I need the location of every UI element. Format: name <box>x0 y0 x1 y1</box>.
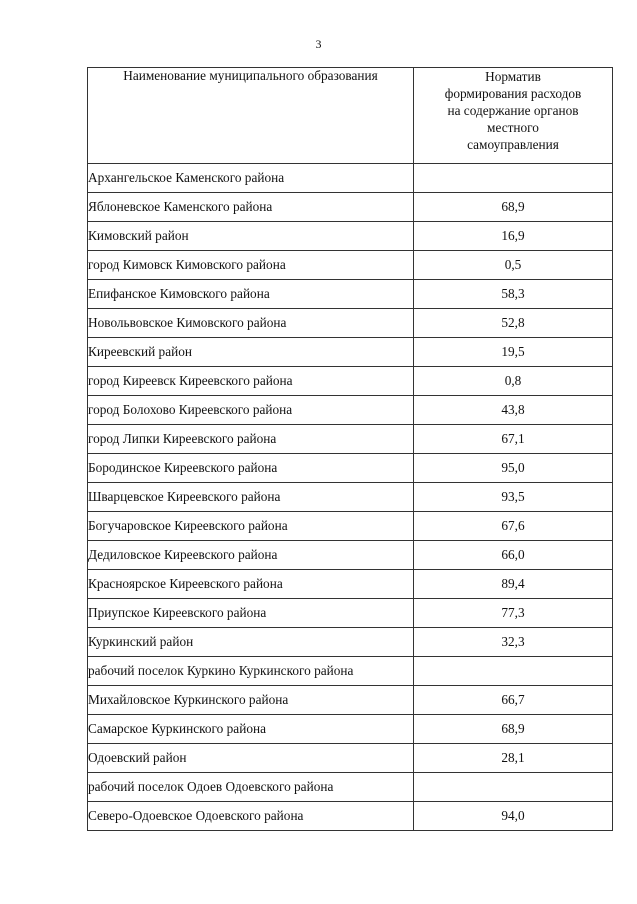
table-row <box>88 309 613 338</box>
table-row <box>88 657 613 686</box>
norm-value-cell: 68,9 <box>414 193 613 222</box>
norm-value-cell: 58,3 <box>414 280 613 309</box>
municipality-name-cell: Богучаровское Киреевского района <box>88 512 414 541</box>
norm-value-cell: 67,6 <box>414 512 613 541</box>
table-row <box>88 280 613 309</box>
municipality-name-cell: Дедиловское Киреевского района <box>88 541 414 570</box>
table-row <box>88 222 613 251</box>
header-value-line: на содержание органов <box>447 103 579 118</box>
norm-value-cell: 0,8 <box>414 367 613 396</box>
table-row <box>88 715 613 744</box>
municipality-name-cell: Епифанское Кимовского района <box>88 280 414 309</box>
table-row <box>88 367 613 396</box>
table-row <box>88 251 613 280</box>
municipality-name-cell: город Киреевск Киреевского района <box>88 367 414 396</box>
table-body <box>88 164 613 831</box>
municipality-name-cell: Новольвовское Кимовского района <box>88 309 414 338</box>
municipality-name-cell: Приупское Киреевского района <box>88 599 414 628</box>
table-row <box>88 773 613 802</box>
norm-value-cell: 77,3 <box>414 599 613 628</box>
municipality-name-cell: Яблоневское Каменского района <box>88 193 414 222</box>
norm-table <box>87 67 613 831</box>
municipality-name-cell: рабочий поселок Одоев Одоевского района <box>88 773 414 802</box>
header-value-line: Норматив <box>485 69 541 84</box>
norm-value-cell: 28,1 <box>414 744 613 773</box>
table-header-row <box>88 68 613 164</box>
table-row <box>88 686 613 715</box>
norm-value-cell: 93,5 <box>414 483 613 512</box>
norm-value-cell <box>414 164 613 193</box>
norm-value-cell: 89,4 <box>414 570 613 599</box>
norm-value-cell: 66,7 <box>414 686 613 715</box>
table-row <box>88 744 613 773</box>
table-row <box>88 425 613 454</box>
norm-value-cell: 68,9 <box>414 715 613 744</box>
municipality-name-cell: Кимовский район <box>88 222 414 251</box>
header-value-line: самоуправления <box>467 137 559 152</box>
table-row <box>88 164 613 193</box>
table-row <box>88 570 613 599</box>
municipality-name-cell: город Кимовск Кимовского района <box>88 251 414 280</box>
norm-value-cell <box>414 657 613 686</box>
header-name-column: Наименование муниципального образования <box>88 68 414 164</box>
norm-value-cell: 52,8 <box>414 309 613 338</box>
municipality-name-cell: город Липки Киреевского района <box>88 425 414 454</box>
table-row <box>88 628 613 657</box>
table-row <box>88 512 613 541</box>
table-row <box>88 599 613 628</box>
table-row <box>88 483 613 512</box>
table-row <box>88 802 613 831</box>
norm-value-cell: 32,3 <box>414 628 613 657</box>
norm-value-cell: 67,1 <box>414 425 613 454</box>
header-value-line: формирования расходов <box>444 86 582 101</box>
norm-value-cell <box>414 773 613 802</box>
table-row <box>88 338 613 367</box>
municipality-name-cell: Северо-Одоевское Одоевского района <box>88 802 414 831</box>
table-row <box>88 454 613 483</box>
norm-value-cell: 95,0 <box>414 454 613 483</box>
norm-value-cell: 19,5 <box>414 338 613 367</box>
municipality-name-cell: Куркинский район <box>88 628 414 657</box>
page-number: 3 <box>315 37 322 51</box>
municipality-name-cell: Михайловское Куркинского района <box>88 686 414 715</box>
table-row <box>88 396 613 425</box>
table-row <box>88 193 613 222</box>
norm-value-cell: 43,8 <box>414 396 613 425</box>
municipality-name-cell: Бородинское Киреевского района <box>88 454 414 483</box>
municipality-name-cell: Красноярское Киреевского района <box>88 570 414 599</box>
municipality-name-cell: Одоевский район <box>88 744 414 773</box>
table-row <box>88 541 613 570</box>
norm-value-cell: 94,0 <box>414 802 613 831</box>
municipality-name-cell: Киреевский район <box>88 338 414 367</box>
municipality-name-cell: рабочий поселок Куркино Куркинского района <box>88 657 414 686</box>
municipality-name-cell: Шварцевское Киреевского района <box>88 483 414 512</box>
norm-value-cell: 16,9 <box>414 222 613 251</box>
municipality-name-cell: Самарское Куркинского района <box>88 715 414 744</box>
municipality-name-cell: город Болохово Киреевского района <box>88 396 414 425</box>
header-value-column <box>414 68 613 164</box>
municipality-name-cell: Архангельское Каменского района <box>88 164 414 193</box>
header-value-line: местного <box>487 120 539 135</box>
norm-value-cell: 66,0 <box>414 541 613 570</box>
norm-value-cell: 0,5 <box>414 251 613 280</box>
